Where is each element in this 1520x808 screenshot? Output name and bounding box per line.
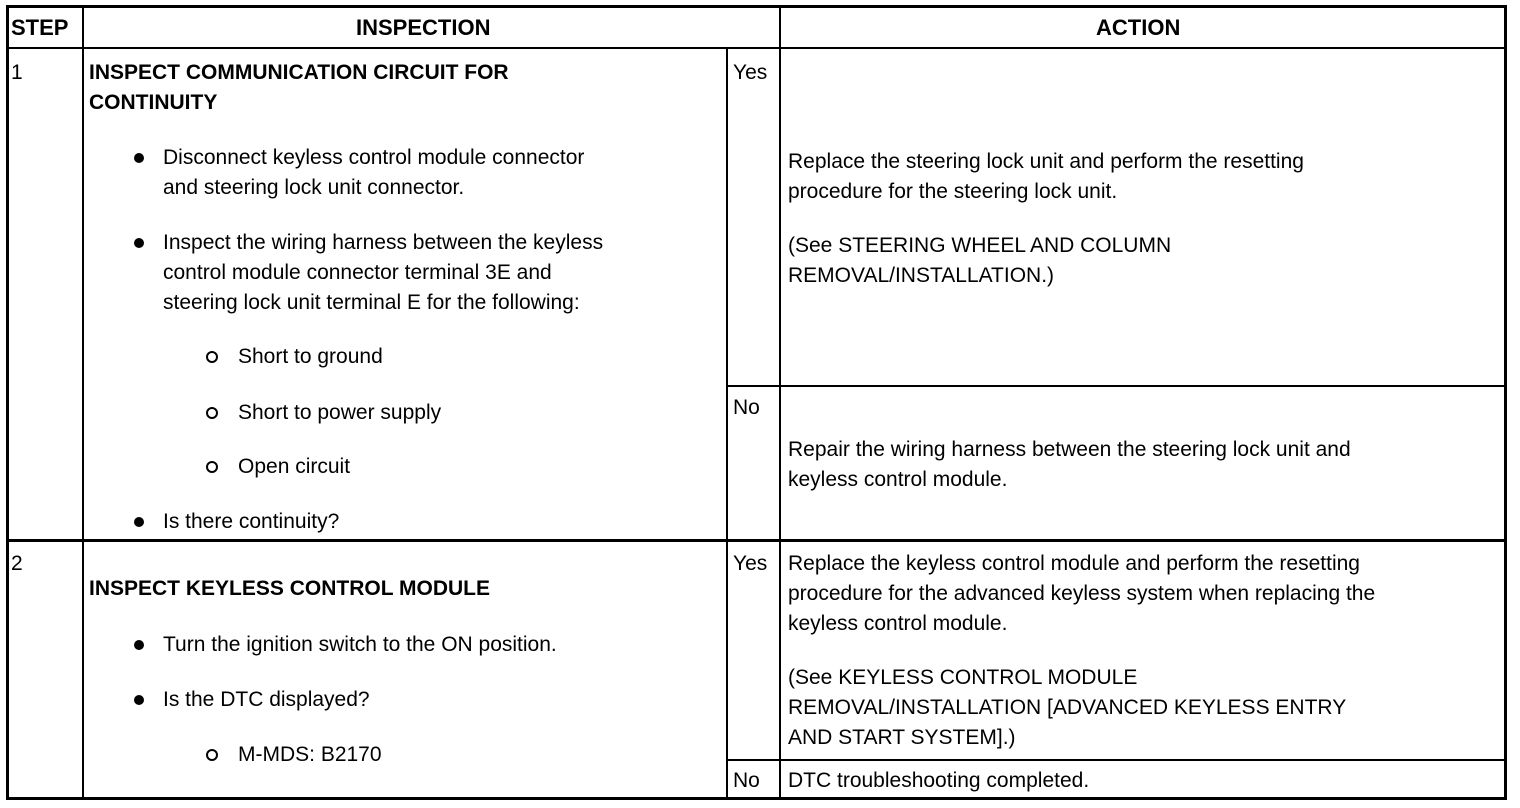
step1-bullet2-line1: Inspect the wiring harness between the keyless	[163, 231, 604, 254]
sub-bullet-icon	[206, 407, 218, 419]
step1-title-line1: INSPECT COMMUNICATION CIRCUIT FOR	[89, 61, 509, 84]
step2-bullet1: Turn the ignition switch to the ON position.	[163, 633, 557, 656]
step2-sub1: M-MDS: B2170	[238, 743, 382, 766]
step1-no-line1: Repair the wiring harness between the steering lock unit and	[788, 438, 1351, 461]
bullet-icon	[134, 695, 144, 705]
step1-no-label: No	[733, 396, 760, 419]
header-step: STEP	[11, 15, 69, 40]
step2-bullet2: Is the DTC displayed?	[163, 688, 370, 711]
step2-yes-line4: (See KEYLESS CONTROL MODULE	[788, 666, 1138, 689]
step1-bullet2-line2: control module connector terminal 3E and	[163, 261, 552, 284]
step-divider	[7, 539, 1506, 542]
divider-action-col	[779, 6, 781, 798]
step1-yes-no-divider	[726, 385, 1506, 387]
bullet-icon	[134, 640, 144, 650]
step2-yes-line2: procedure for the advanced keyless system when replacing the	[788, 582, 1376, 605]
step1-yes-label: Yes	[733, 61, 768, 84]
sub-bullet-icon	[206, 351, 218, 363]
step2-yes-label: Yes	[733, 552, 768, 575]
step1-bullet1-line1: Disconnect keyless control module connector	[163, 146, 585, 169]
step1-bullet2-line3: steering lock unit terminal E for the following:	[163, 291, 580, 314]
bullet-icon	[134, 517, 144, 527]
bullet-icon	[134, 238, 144, 248]
step2-no-line1: DTC troubleshooting completed.	[788, 769, 1090, 792]
step2-yes-no-divider	[726, 759, 1506, 761]
bullet-icon	[134, 153, 144, 163]
step2-no-label: No	[733, 769, 760, 792]
divider-result-col	[726, 49, 728, 798]
sub-bullet-icon	[206, 461, 218, 473]
step1-yes-line3: (See STEERING WHEEL AND COLUMN	[788, 234, 1172, 257]
step2-number: 2	[11, 552, 23, 575]
step2-yes-line1: Replace the keyless control module and perform the resetting	[788, 552, 1360, 575]
header-inspection: INSPECTION	[356, 15, 491, 40]
step1-sub3: Open circuit	[238, 455, 351, 478]
step2-yes-line5: REMOVAL/INSTALLATION [ADVANCED KEYLESS ENTRY	[788, 696, 1347, 719]
step1-yes-line4: REMOVAL/INSTALLATION.)	[788, 264, 1055, 287]
step1-yes-line2: procedure for the steering lock unit.	[788, 180, 1118, 203]
step2-yes-line3: keyless control module.	[788, 612, 1008, 635]
step1-sub2: Short to power supply	[238, 401, 442, 424]
header-divider	[7, 47, 1506, 49]
step2-yes-line6: AND START SYSTEM].)	[788, 726, 1016, 749]
step1-title-line2: CONTINUITY	[89, 91, 218, 114]
header-action: ACTION	[1096, 15, 1181, 40]
step1-number: 1	[11, 61, 23, 84]
step1-bullet3: Is there continuity?	[163, 510, 340, 533]
sub-bullet-icon	[206, 749, 218, 761]
step1-bullet1-line2: and steering lock unit connector.	[163, 176, 465, 199]
step1-yes-line1: Replace the steering lock unit and perform the resetting	[788, 150, 1304, 173]
step1-no-line2: keyless control module.	[788, 468, 1008, 491]
divider-step-col	[82, 6, 84, 798]
step2-title: INSPECT KEYLESS CONTROL MODULE	[89, 577, 490, 600]
step1-sub1: Short to ground	[238, 345, 383, 368]
